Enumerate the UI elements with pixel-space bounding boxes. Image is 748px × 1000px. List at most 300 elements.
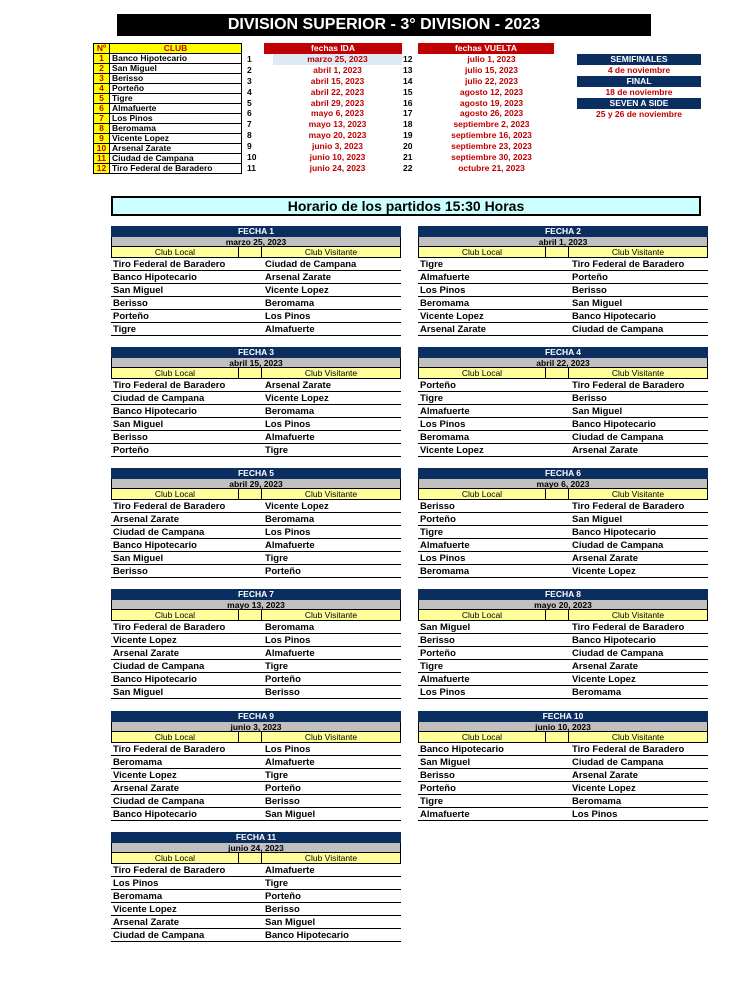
away-club: Los Pinos: [265, 744, 311, 755]
fecha-block: [418, 347, 708, 457]
match-row: [111, 743, 401, 756]
match-row: [111, 552, 401, 565]
club-visitante-header: Club Visitante: [304, 853, 358, 863]
fecha-vuelta-row: [403, 65, 554, 76]
away-club: Arsenal Zarate: [572, 445, 639, 456]
fecha-column-headers: [111, 489, 401, 500]
match-row: [418, 271, 708, 284]
club-visitante-header: Club Visitante: [304, 732, 358, 742]
fecha-date: abril 1, 2023: [418, 237, 708, 247]
match-row: [418, 405, 708, 418]
fecha-date: julio 1, 2023: [467, 54, 516, 64]
home-club: San Miguel: [113, 419, 164, 430]
away-club: Tiro Federal de Baradero: [572, 380, 685, 391]
match-row: [111, 916, 401, 929]
column-spacer: [239, 368, 262, 378]
home-club: Banco Hipotecario: [113, 809, 197, 820]
home-club: Tiro Federal de Baradero: [113, 501, 226, 512]
club-name: Beromama: [110, 124, 242, 134]
match-row: [418, 552, 708, 565]
match-row: [111, 769, 401, 782]
match-row: [111, 808, 401, 821]
club-name: Berisso: [110, 74, 242, 84]
fecha-column-headers: [111, 610, 401, 621]
fecha-title: FECHA 6: [418, 468, 708, 479]
match-row: [111, 513, 401, 526]
fecha-vuelta-row: [403, 54, 554, 65]
column-spacer: [546, 247, 569, 257]
away-club: Arsenal Zarate: [572, 553, 639, 564]
away-club: Banco Hipotecario: [572, 527, 656, 538]
away-club: Ciudad de Campana: [572, 757, 664, 768]
match-row: [111, 660, 401, 673]
semifinales-date: 4 de noviembre: [607, 65, 671, 75]
club-local-header: Club Local: [419, 732, 546, 742]
match-row: [111, 621, 401, 634]
fechas-vuelta-column: [403, 43, 554, 174]
club-visitante-header: Club Visitante: [304, 489, 358, 499]
fecha-block: [418, 226, 708, 336]
match-row: [111, 647, 401, 660]
away-club: Los Pinos: [265, 635, 311, 646]
home-club: San Miguel: [420, 757, 471, 768]
match-row: [418, 808, 708, 821]
fecha-ida-row: [247, 119, 402, 130]
fecha-ida-row: [247, 98, 402, 109]
fecha-date: abril 29, 2023: [310, 97, 365, 108]
fecha-date: junio 3, 2023: [111, 722, 401, 732]
fecha-number: 19: [403, 130, 413, 141]
club-visitante-header: Club Visitante: [611, 732, 665, 742]
home-club: Vicente Lopez: [113, 770, 177, 781]
club-visitante-header: Club Visitante: [304, 610, 358, 620]
away-club: Tiro Federal de Baradero: [572, 501, 685, 512]
fecha-block: [418, 711, 708, 821]
fecha-number: 4: [247, 86, 252, 97]
club-visitante-header: Club Visitante: [611, 247, 665, 257]
club-local-header: Club Local: [112, 489, 239, 499]
away-club: Los Pinos: [265, 311, 311, 322]
final-label: FINAL: [577, 76, 701, 87]
fecha-ida-row: [247, 130, 402, 141]
away-club: Ciudad de Campana: [572, 648, 664, 659]
club-local-header: Club Local: [419, 247, 546, 257]
fecha-number: 14: [403, 75, 413, 86]
home-club: Vicente Lopez: [420, 445, 484, 456]
match-row: [418, 743, 708, 756]
home-club: San Miguel: [420, 622, 471, 633]
away-club: Beromama: [265, 298, 315, 309]
club-local-header: Club Local: [112, 853, 239, 863]
away-club: Berisso: [572, 285, 607, 296]
home-club: Berisso: [420, 635, 455, 646]
fecha-date: septiembre 30, 2023: [451, 152, 532, 163]
home-club: Beromama: [420, 566, 470, 577]
club-local-header: Club Local: [112, 732, 239, 742]
fecha-title: FECHA 2: [418, 226, 708, 237]
fecha-number: 1: [247, 54, 252, 64]
club-table-header: [94, 44, 242, 54]
match-row: [418, 621, 708, 634]
fecha-date: agosto 19, 2023: [459, 97, 524, 108]
away-club: Los Pinos: [265, 527, 311, 538]
club-name: Arsenal Zarate: [110, 144, 242, 154]
home-club: Ciudad de Campana: [113, 930, 205, 941]
home-club: Beromama: [420, 298, 470, 309]
fecha-block: [111, 226, 401, 336]
match-row: [111, 634, 401, 647]
fecha-column-headers: [111, 368, 401, 379]
fecha-date: junio 3, 2023: [311, 141, 364, 152]
home-club: Tiro Federal de Baradero: [113, 865, 226, 876]
match-row: [418, 500, 708, 513]
match-row: [418, 431, 708, 444]
club-row: [94, 154, 242, 164]
final-date: 18 de noviembre: [605, 87, 673, 97]
match-row: [111, 431, 401, 444]
away-club: Berisso: [265, 796, 300, 807]
club-number: 10: [94, 144, 110, 154]
away-club: Banco Hipotecario: [572, 311, 656, 322]
away-club: Beromama: [265, 406, 315, 417]
club-name: Los Pinos: [110, 114, 242, 124]
club-num-header: Nº: [94, 44, 110, 54]
home-club: Ciudad de Campana: [113, 796, 205, 807]
home-club: Arsenal Zarate: [113, 783, 180, 794]
match-row: [418, 323, 708, 336]
fecha-number: 6: [247, 108, 252, 119]
fecha-title: FECHA 3: [111, 347, 401, 358]
home-club: Berisso: [420, 501, 455, 512]
fecha-date: abril 15, 2023: [310, 75, 365, 86]
fecha-date: agosto 26, 2023: [459, 108, 524, 119]
fecha-date: junio 10, 2023: [418, 722, 708, 732]
home-club: Beromama: [420, 432, 470, 443]
club-name: Banco Hipotecario: [110, 54, 242, 64]
match-row: [111, 379, 401, 392]
away-club: Arsenal Zarate: [572, 770, 639, 781]
match-row: [418, 686, 708, 699]
fecha-date: abril 29, 2023: [111, 479, 401, 489]
match-row: [111, 539, 401, 552]
match-row: [418, 297, 708, 310]
away-club: Vicente Lopez: [265, 501, 329, 512]
match-row: [111, 673, 401, 686]
fecha-title: FECHA 7: [111, 589, 401, 600]
away-club: Almafuerte: [265, 648, 315, 659]
match-row: [111, 782, 401, 795]
match-row: [111, 310, 401, 323]
fecha-date: julio 22, 2023: [465, 75, 518, 86]
away-club: Vicente Lopez: [572, 674, 636, 685]
home-club: Arsenal Zarate: [113, 917, 180, 928]
home-club: Ciudad de Campana: [113, 661, 205, 672]
away-club: Vicente Lopez: [572, 783, 636, 794]
away-club: Los Pinos: [265, 419, 311, 430]
club-row: [94, 144, 242, 154]
fecha-number: 22: [403, 162, 413, 173]
fecha-ida-row: [247, 152, 402, 163]
fecha-title: FECHA 5: [111, 468, 401, 479]
match-row: [111, 418, 401, 431]
away-club: San Miguel: [572, 406, 623, 417]
match-row: [418, 647, 708, 660]
match-row: [111, 323, 401, 336]
home-club: Banco Hipotecario: [113, 272, 197, 283]
away-club: San Miguel: [572, 514, 623, 525]
club-visitante-header: Club Visitante: [304, 247, 358, 257]
fecha-vuelta-row: [403, 130, 554, 141]
away-club: Almafuerte: [265, 540, 315, 551]
away-club: San Miguel: [572, 298, 623, 309]
column-spacer: [239, 853, 262, 863]
match-row: [111, 392, 401, 405]
fecha-date: junio 24, 2023: [309, 162, 366, 173]
away-club: Porteño: [265, 891, 301, 902]
fecha-date: agosto 12, 2023: [459, 86, 524, 97]
fecha-ida-row: [247, 87, 402, 98]
away-club: Beromama: [572, 687, 622, 698]
club-row: [94, 84, 242, 94]
match-row: [111, 405, 401, 418]
match-row: [111, 929, 401, 942]
match-row: [418, 392, 708, 405]
home-club: Arsenal Zarate: [113, 514, 180, 525]
away-club: Ciudad de Campana: [572, 432, 664, 443]
column-spacer: [239, 489, 262, 499]
club-local-header: Club Local: [112, 610, 239, 620]
home-club: Porteño: [113, 311, 149, 322]
home-club: Tigre: [113, 324, 137, 335]
home-club: San Miguel: [113, 553, 164, 564]
club-row: [94, 164, 242, 174]
fecha-block: [111, 832, 401, 942]
club-number: 2: [94, 64, 110, 74]
fecha-title: FECHA 9: [111, 711, 401, 722]
home-club: Almafuerte: [420, 406, 470, 417]
club-local-header: Club Local: [112, 368, 239, 378]
fecha-block: [418, 589, 708, 699]
club-number: 3: [94, 74, 110, 84]
club-row: [94, 94, 242, 104]
fecha-number: 15: [403, 86, 413, 97]
away-club: Berisso: [265, 904, 300, 915]
fecha-date: abril 15, 2023: [111, 358, 401, 368]
away-club: Vicente Lopez: [572, 566, 636, 577]
club-local-header: Club Local: [112, 247, 239, 257]
fecha-column-headers: [418, 247, 708, 258]
fecha-date: junio 10, 2023: [309, 152, 366, 163]
club-visitante-header: Club Visitante: [611, 610, 665, 620]
home-club: Almafuerte: [420, 540, 470, 551]
home-club: Banco Hipotecario: [113, 406, 197, 417]
match-row: [418, 795, 708, 808]
fecha-date: abril 22, 2023: [418, 358, 708, 368]
away-club: Porteño: [265, 566, 301, 577]
home-club: Porteño: [113, 445, 149, 456]
away-club: Vicente Lopez: [265, 285, 329, 296]
away-club: Tigre: [265, 770, 289, 781]
fecha-vuelta-row: [403, 152, 554, 163]
fecha-number: 11: [247, 162, 256, 173]
finals-box: [577, 54, 701, 120]
away-club: Almafuerte: [265, 865, 315, 876]
fecha-title: FECHA 8: [418, 589, 708, 600]
match-row: [111, 500, 401, 513]
seven-a-side-date: 25 y 26 de noviembre: [596, 109, 682, 119]
home-club: Berisso: [420, 770, 455, 781]
match-row: [111, 864, 401, 877]
match-row: [111, 565, 401, 578]
horario-banner: Horario de los partidos 15:30 Horas: [111, 196, 701, 216]
home-club: Tigre: [420, 661, 444, 672]
fechas-ida-header: fechas IDA: [264, 43, 402, 54]
home-club: Los Pinos: [420, 419, 466, 430]
fecha-title: FECHA 10: [418, 711, 708, 722]
fecha-vuelta-row: [403, 76, 554, 87]
fecha-block: [418, 468, 708, 578]
home-club: San Miguel: [113, 285, 164, 296]
club-local-header: Club Local: [419, 489, 546, 499]
fecha-column-headers: [111, 247, 401, 258]
home-club: Berisso: [113, 566, 148, 577]
home-club: Porteño: [420, 514, 456, 525]
fecha-ida-row: [247, 163, 402, 174]
club-number: 5: [94, 94, 110, 104]
away-club: Tiro Federal de Baradero: [572, 744, 685, 755]
fecha-number: 20: [403, 141, 413, 152]
fecha-number: 16: [403, 97, 413, 108]
fecha-date: mayo 6, 2023: [311, 108, 364, 119]
match-row: [111, 297, 401, 310]
club-table: [93, 43, 242, 174]
fecha-vuelta-row: [403, 108, 554, 119]
club-number: 1: [94, 54, 110, 64]
home-club: Vicente Lopez: [113, 904, 177, 915]
fecha-date: octubre 21, 2023: [458, 162, 525, 173]
away-club: Banco Hipotecario: [572, 419, 656, 430]
away-club: Porteño: [265, 783, 301, 794]
fecha-number: 10: [247, 152, 257, 163]
fecha-number: 21: [403, 152, 413, 163]
fecha-column-headers: [111, 853, 401, 864]
club-visitante-header: Club Visitante: [611, 368, 665, 378]
away-club: Los Pinos: [572, 809, 618, 820]
fecha-date: abril 22, 2023: [310, 86, 365, 97]
match-row: [418, 513, 708, 526]
away-club: Berisso: [265, 687, 300, 698]
away-club: Tigre: [265, 445, 289, 456]
home-club: Tigre: [420, 259, 444, 270]
fecha-ida-row: [247, 54, 402, 65]
fecha-number: 17: [403, 108, 413, 119]
club-row: [94, 114, 242, 124]
home-club: Porteño: [420, 648, 456, 659]
away-club: Beromama: [265, 514, 315, 525]
fecha-date: julio 15, 2023: [465, 64, 518, 75]
match-row: [418, 539, 708, 552]
fecha-number: 9: [247, 141, 252, 152]
fecha-number: 3: [247, 75, 252, 86]
away-club: Almafuerte: [265, 757, 315, 768]
match-row: [418, 418, 708, 431]
away-club: Vicente Lopez: [265, 393, 329, 404]
club-local-header: Club Local: [419, 610, 546, 620]
home-club: Tiro Federal de Baradero: [113, 380, 226, 391]
club-number: 11: [94, 154, 110, 164]
home-club: Arsenal Zarate: [420, 324, 487, 335]
match-row: [111, 284, 401, 297]
match-row: [418, 660, 708, 673]
home-club: Berisso: [113, 432, 148, 443]
away-club: Banco Hipotecario: [265, 930, 349, 941]
match-row: [418, 526, 708, 539]
away-club: Ciudad de Campana: [572, 540, 664, 551]
fecha-vuelta-row: [403, 87, 554, 98]
fecha-number: 12: [403, 54, 413, 64]
fecha-date: mayo 13, 2023: [308, 119, 367, 130]
match-row: [418, 756, 708, 769]
club-name-header: CLUB: [110, 44, 242, 54]
match-row: [418, 782, 708, 795]
club-number: 6: [94, 104, 110, 114]
home-club: Berisso: [113, 298, 148, 309]
fecha-ida-row: [247, 108, 402, 119]
home-club: Tiro Federal de Baradero: [113, 622, 226, 633]
match-row: [418, 673, 708, 686]
home-club: Vicente Lopez: [113, 635, 177, 646]
fecha-date: mayo 6, 2023: [418, 479, 708, 489]
club-row: [94, 104, 242, 114]
match-row: [111, 795, 401, 808]
away-club: Tigre: [265, 661, 289, 672]
match-row: [418, 444, 708, 457]
home-club: Banco Hipotecario: [420, 744, 504, 755]
fecha-number: 2: [247, 64, 252, 75]
match-row: [111, 526, 401, 539]
home-club: Beromama: [113, 757, 163, 768]
column-spacer: [546, 489, 569, 499]
club-local-header: Club Local: [419, 368, 546, 378]
club-name: Vicente Lopez: [110, 134, 242, 144]
fecha-date: septiembre 2, 2023: [453, 119, 530, 130]
club-name: Almafuerte: [110, 104, 242, 114]
fecha-block: [111, 711, 401, 821]
match-row: [418, 310, 708, 323]
away-club: Almafuerte: [265, 324, 315, 335]
fecha-column-headers: [418, 610, 708, 621]
column-spacer: [546, 610, 569, 620]
fecha-ida-row: [247, 76, 402, 87]
match-row: [418, 379, 708, 392]
semifinales-label: SEMIFINALES: [577, 54, 701, 65]
fecha-date: marzo 25, 2023: [273, 54, 402, 65]
club-row: [94, 124, 242, 134]
column-spacer: [546, 732, 569, 742]
fecha-date: abril 1, 2023: [313, 64, 362, 75]
page-title: DIVISION SUPERIOR - 3° DIVISION - 2023: [117, 14, 651, 36]
home-club: Ciudad de Campana: [113, 527, 205, 538]
column-spacer: [546, 368, 569, 378]
club-row: [94, 134, 242, 144]
club-name: Ciudad de Campana: [110, 154, 242, 164]
column-spacer: [239, 247, 262, 257]
match-row: [111, 444, 401, 457]
match-row: [111, 877, 401, 890]
away-club: Tiro Federal de Baradero: [572, 622, 685, 633]
fecha-column-headers: [111, 732, 401, 743]
fecha-column-headers: [418, 732, 708, 743]
